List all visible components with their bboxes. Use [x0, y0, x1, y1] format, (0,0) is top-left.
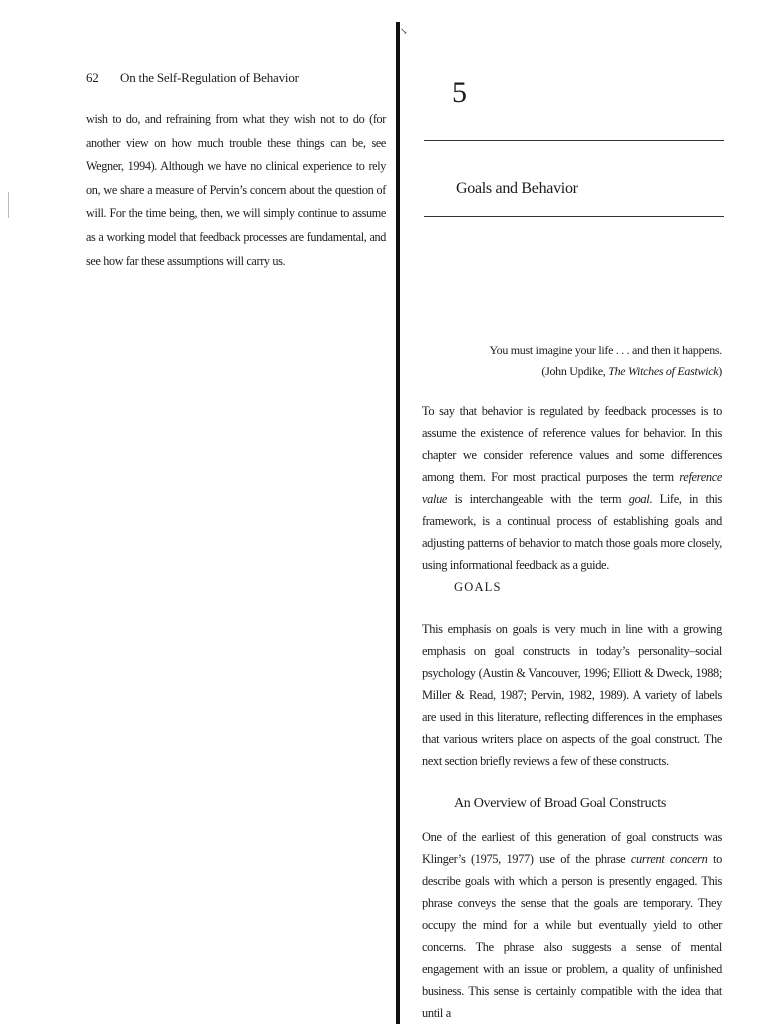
chapter-rule-bottom: [424, 216, 724, 217]
attribution-work: The Witches of Eastwick: [608, 364, 719, 378]
attribution-prefix: (John Updike,: [541, 364, 609, 378]
section-heading-goals: GOALS: [454, 580, 502, 594]
overview-term-current-concern: current concern: [630, 852, 708, 866]
intro-text-1: To say that behavior is regulated by feedback processes is to assume the existence of reference values for behavior. In this chapter we consider reference values and some differences among them. For most practical purposes the term: [422, 404, 722, 484]
running-head-title: On the Self-Regulation of Behavior: [120, 70, 299, 85]
goals-paragraph-text: This emphasis on goals is very much in line with a growing emphasis on goal constructs in today’s personality–social psychology (Austin & Vancouver, 1996; Elliott & Dweck, 1988; Miller & Read, 1987; Pervin, 1982, 1989). A variety of labels are used in this literature, reflecting differences in the emphases that various writers place on aspects of the goal construct. The next section briefly reviews a few of these constructs.: [422, 622, 722, 768]
intro-term-goal: goal: [628, 492, 650, 506]
goals-paragraph: [422, 618, 722, 772]
epigraph-attribution: [430, 361, 722, 382]
intro-term-reference-value: reference value: [422, 470, 722, 506]
intro-paragraph: [422, 400, 722, 576]
subsection-heading-overview: An Overview of Broad Goal Constructs: [454, 796, 666, 811]
page-number: 62: [86, 70, 99, 85]
overview-text-2: to describe goals with which a person is presently engaged. This phrase conveys the sense that the goals are temporary. They occupy the mind for a while but eventually yield to other concerns. The phrase also suggests a sense of mental engagement with an issue or problem, a quality of unfinished business. This sense is certainly compatible with the idea that until a: [422, 852, 722, 1020]
scan-artifact: [8, 192, 9, 218]
gutter-mark: ↘: [400, 26, 408, 36]
intro-text-3: . Life, in this framework, is a continual process of establishing goals and adjusting patterns of behavior to match those goals more closely, using informational feedback as a guide.: [422, 492, 722, 572]
overview-text-1: One of the earliest of this generation of goal constructs was Klinger’s (1975, 1977) use of the phrase: [422, 830, 722, 866]
overview-paragraph: [422, 826, 722, 1024]
epigraph: [430, 340, 722, 382]
left-body-text: [86, 108, 386, 273]
chapter-rule-top: [424, 140, 724, 141]
chapter-number: 5: [452, 76, 467, 109]
chapter-title: Goals and Behavior: [456, 180, 578, 197]
intro-text-2: is interchangeable with the term: [447, 492, 629, 506]
epigraph-quote: You must imagine your life . . . and then it happens.: [489, 343, 722, 357]
book-gutter: [396, 22, 400, 1024]
left-paragraph: wish to do, and refraining from what they wish not to do (for another view on how much trouble these things can be, see Wegner, 1994). Although we have no clinical experience to rely on, we share a measure of Pervin’s concern about the question of will. For the time being, then, we will simply continue to assume as a working model that feedback processes are fundamental, and see how far these assumptions will carry us.: [86, 112, 386, 268]
running-head: [86, 70, 299, 86]
attribution-suffix: ): [718, 364, 722, 378]
